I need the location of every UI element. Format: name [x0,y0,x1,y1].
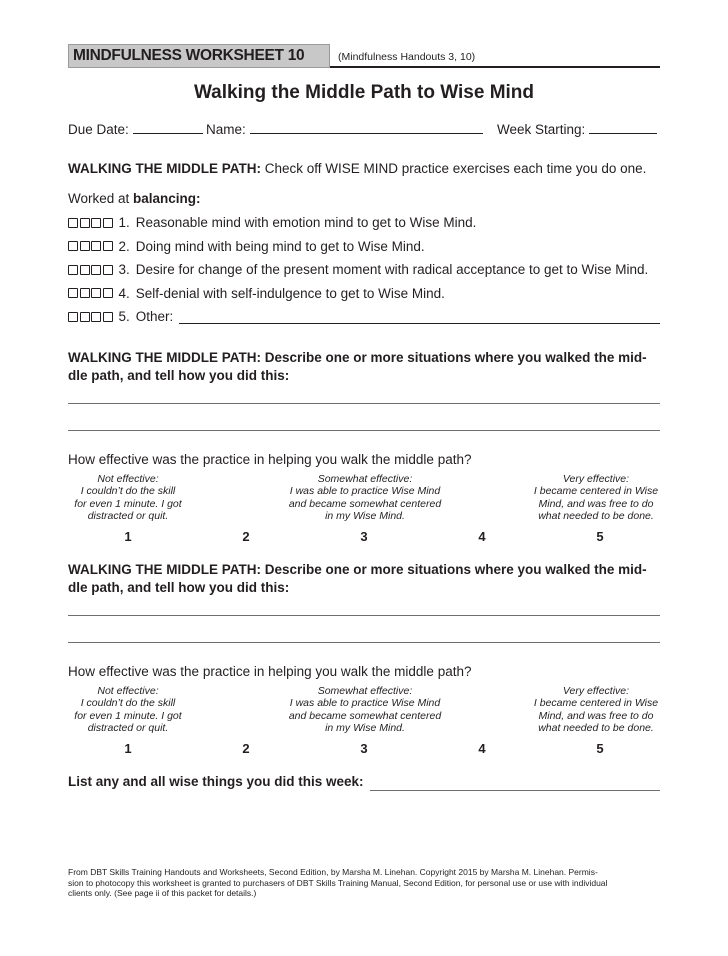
worksheet-label-tab [68,44,330,68]
item-number: 5. [118,309,130,325]
checkbox[interactable] [103,218,113,228]
checkbox[interactable] [68,241,78,251]
very-effective-line: what needed to be done. [538,722,654,734]
item-text: Other: [135,309,174,325]
due-date-line[interactable] [133,120,203,134]
scale-option-2[interactable]: 2 [242,740,250,756]
item-number: 2. [118,238,130,254]
effectiveness-scale-2 [68,685,660,755]
checklist-item-4 [68,282,660,306]
checkbox[interactable] [80,288,90,298]
effectiveness-scale-1 [68,473,660,543]
checkbox[interactable] [103,288,113,298]
worksheet-label: MINDFULNESS WORKSHEET 10 [73,47,305,64]
section-heading: WALKING THE MIDDLE PATH: [68,161,261,176]
checkbox[interactable] [91,218,101,228]
checkbox[interactable] [91,288,101,298]
header-rule [330,66,660,68]
name-line[interactable] [250,120,483,134]
describe-heading-line-2: dle path, and tell how you did this: [68,367,290,383]
scale-option-3[interactable]: 3 [360,528,368,544]
item-number: 3. [118,262,130,278]
very-effective-label [532,473,660,523]
footer-line-1: From DBT Skills Training Handouts and Worksheets, Second Edition, by Marsha M. Linehan. Copyright 2015 by Marsha M. Linehan. Permis- [68,867,598,877]
checklist-item-1 [68,211,660,235]
not-effective-line: distracted or quit. [87,510,169,522]
wise-things-row [68,773,660,791]
describe-heading-2 [68,561,660,597]
answer-line-3[interactable] [68,615,660,616]
checkbox-group [68,288,113,298]
scale-option-1[interactable]: 1 [124,740,132,756]
page-title: Walking the Middle Path to Wise Mind [193,82,535,103]
effectiveness-question-2: How effective was the practice in helping you walk the middle path? [68,663,472,679]
checklist [68,211,660,329]
checkbox[interactable] [80,218,90,228]
worked-at-label [68,190,660,208]
checklist-item-2 [68,235,660,259]
not-effective-line: for even 1 minute. I got [74,709,182,722]
week-starting-line[interactable] [589,120,657,134]
very-effective-line: what needed to be done. [538,510,654,522]
item-text: Doing mind with being mind to get to Wise Mind. [135,238,425,254]
not-effective-line: I couldn’t do the skill [80,485,176,497]
item-number: 4. [118,285,130,301]
somewhat-effective-label [282,473,448,523]
item-text: Desire for change of the present moment with radical acceptance to get to Wise Mind. [135,262,649,278]
somewhat-effective-line: I was able to practice Wise Mind [289,697,441,709]
somewhat-effective-line: I was able to practice Wise Mind [289,485,441,497]
checklist-item-3 [68,258,660,282]
very-effective-line: Very effective: [562,684,630,697]
not-effective-line: Not effective: [97,472,159,485]
not-effective-line: I couldn’t do the skill [80,697,176,709]
week-starting-label: Week Starting: [497,122,586,137]
checkbox[interactable] [103,241,113,251]
item-number: 1. [118,215,130,231]
scale-option-5[interactable]: 5 [596,740,604,756]
checkbox[interactable] [68,288,78,298]
scale-option-2[interactable]: 2 [242,528,250,544]
effectiveness-question-1: How effective was the practice in helping you walk the middle path? [68,451,472,467]
checkbox[interactable] [68,218,78,228]
checkbox[interactable] [91,241,101,251]
very-effective-line: I became centered in Wise [533,485,659,497]
describe-heading-line-1: WALKING THE MIDDLE PATH: Describe one or more situations where you walked the mid- [68,561,647,577]
somewhat-effective-line: and became somewhat centered [288,709,442,722]
name-label: Name: [206,122,246,137]
footer-line-3: clients only. (See page ii of this packet for details.) [68,888,257,898]
describe-heading-line-2: dle path, and tell how you did this: [68,579,290,595]
info-fields-row [68,120,660,138]
answer-line-2[interactable] [68,430,660,431]
very-effective-line: Very effective: [562,472,630,485]
name-field[interactable] [206,120,483,137]
checkbox[interactable] [68,312,78,322]
handouts-reference: (Mindfulness Handouts 3, 10) [338,51,476,63]
not-effective-line: Not effective: [97,684,159,697]
scale-option-1[interactable]: 1 [124,528,132,544]
checkbox[interactable] [103,265,113,275]
answer-line-4[interactable] [68,642,660,643]
answer-line-1[interactable] [68,403,660,404]
describe-heading-line-1: WALKING THE MIDDLE PATH: Describe one or more situations where you walked the mid- [68,349,647,365]
somewhat-effective-label [282,685,448,735]
very-effective-line: Mind, and was free to do [538,497,654,510]
due-date-field[interactable] [68,120,203,137]
checkbox[interactable] [68,265,78,275]
somewhat-effective-line: Somewhat effective: [317,684,413,697]
item-text: Reasonable mind with emotion mind to get to Wise Mind. [135,215,477,231]
not-effective-label [68,685,188,735]
item-text: Self-denial with self-indulgence to get to Wise Mind. [135,285,445,301]
checkbox[interactable] [80,265,90,275]
scale-option-4[interactable]: 4 [478,528,486,544]
somewhat-effective-line: in my Wise Mind. [325,510,405,522]
worksheet-page [68,44,660,791]
describe-heading-1 [68,349,660,385]
worked-at-prefix: Worked at [68,191,134,206]
checkbox-group [68,241,113,251]
checkbox[interactable] [91,265,101,275]
section-instruction-text: Check off WISE MIND practice exercises each time you do one. [260,161,647,176]
worksheet-header [68,44,660,68]
somewhat-effective-line: Somewhat effective: [317,472,413,485]
checkbox[interactable] [80,312,90,322]
copyright-footer [68,867,660,899]
not-effective-line: for even 1 minute. I got [74,497,182,510]
checkbox[interactable] [103,312,113,322]
somewhat-effective-line: in my Wise Mind. [325,722,405,734]
scale-option-5[interactable]: 5 [596,528,604,544]
checklist-item-5 [68,305,660,329]
section-instruction [68,160,660,178]
checkbox[interactable] [80,241,90,251]
not-effective-label [68,473,188,523]
scale-option-3[interactable]: 3 [360,740,368,756]
footer-line-2: sion to photocopy this worksheet is granted to purchasers of DBT Skills Training Manual, Second Edition, for personal use or use with individual [68,877,608,888]
other-line[interactable] [179,309,660,324]
very-effective-line: I became centered in Wise [533,697,659,709]
somewhat-effective-line: and became somewhat centered [288,497,442,510]
checkbox-group [68,312,113,322]
checkbox-group [68,218,113,228]
wise-things-line[interactable] [370,776,660,791]
due-date-label: Due Date: [68,122,129,137]
worked-at-bold: balancing: [133,191,201,206]
scale-option-4[interactable]: 4 [478,740,486,756]
checkbox[interactable] [91,312,101,322]
very-effective-line: Mind, and was free to do [538,709,654,722]
week-starting-field[interactable] [497,120,657,137]
not-effective-line: distracted or quit. [87,722,169,734]
checkbox-group [68,265,113,275]
very-effective-label [532,685,660,735]
wise-things-prompt: List any and all wise things you did this week: [68,773,364,789]
